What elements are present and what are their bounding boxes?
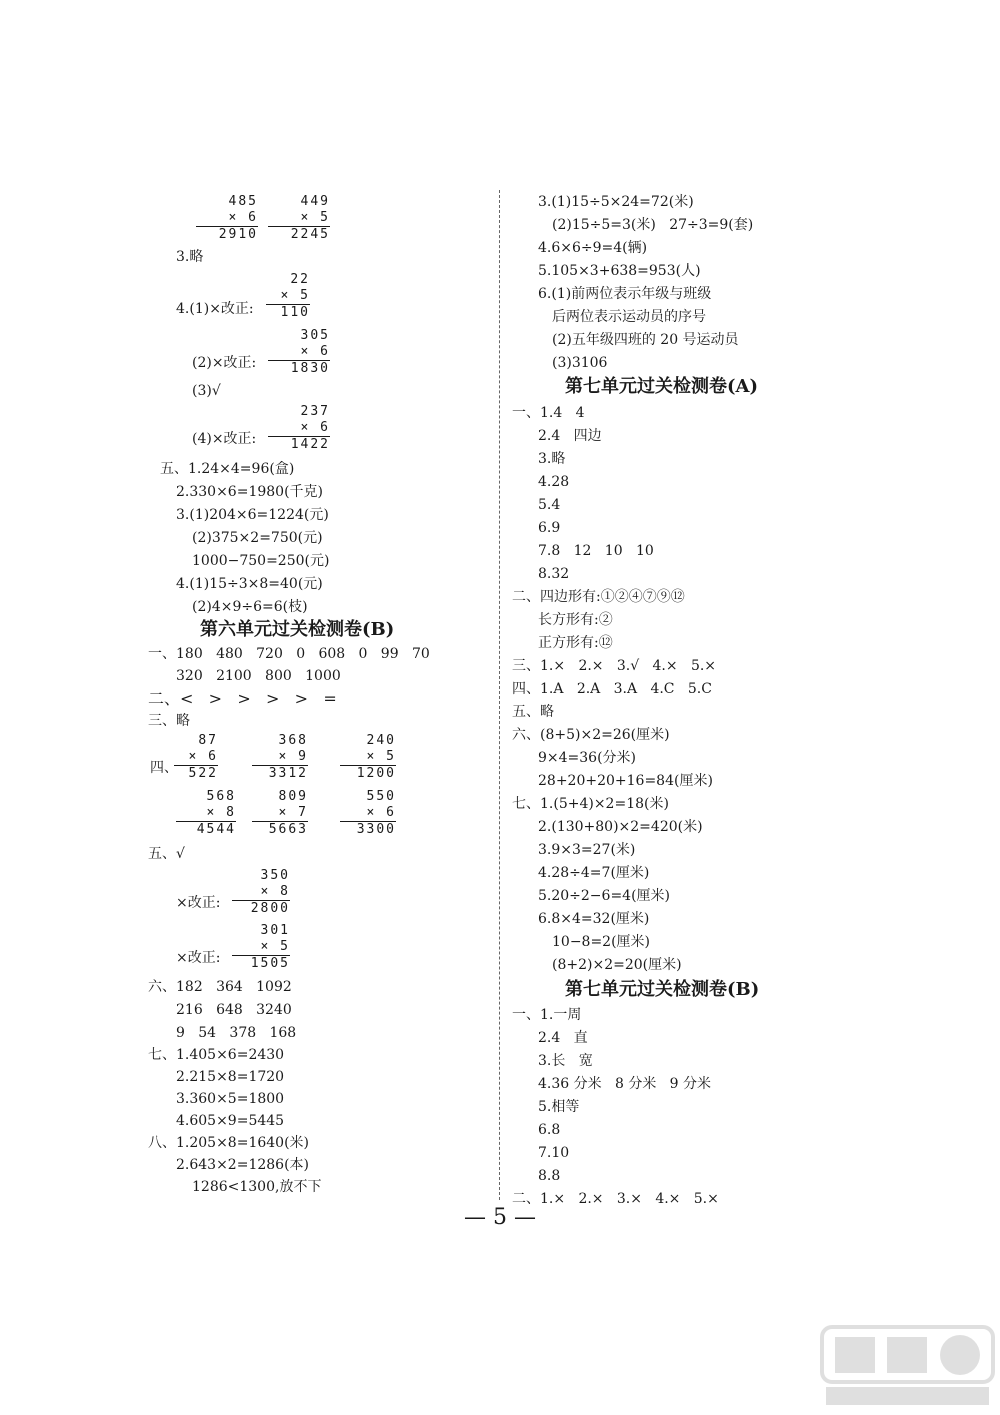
answer-line: 7.10 (538, 1145, 570, 1161)
section-heading-unit7-b: 第七单元过关检测卷(B) (565, 979, 760, 1000)
answer-line: 2.215×8=1720 (176, 1069, 285, 1085)
answer-line: (2)4×9÷6=6(枝) (192, 599, 308, 615)
answer-line: 6.8 (538, 1122, 561, 1138)
section-label-4: 四、 (150, 760, 178, 776)
answer-line: 4.36 分米 8 分米 9 分米 (538, 1076, 712, 1092)
answer-line: 28+20+20+16=84(厘米) (538, 773, 713, 789)
answer-line: 长方形有:② (538, 612, 613, 628)
answer-line: 3.(1)204×6=1224(元) (176, 507, 329, 523)
multiplication-22x5: 22 × 5 110 (266, 272, 310, 321)
correction-label: (2)×改正: (192, 355, 257, 371)
multiplication-449x5: 449 × 5 2245 (268, 194, 330, 243)
answer-line: (2)375×2=750(元) (192, 530, 323, 546)
answer-line: 二、四边形有:①②④⑦⑨⑫ (512, 589, 685, 605)
answer-line: 5.相等 (538, 1099, 580, 1115)
answer-line: 4.(1)15÷3×8=40(元) (176, 576, 323, 592)
answer-line: 2.330×6=1980(千克) (176, 484, 323, 500)
answer-line: 七、1.(5+4)×2=18(米) (512, 796, 669, 812)
answer-line: 六、182 364 1092 (148, 979, 292, 995)
answer-line: 6.(1)前两位表示年级与班级 (538, 286, 712, 302)
multiplication-568x8: 568 × 8 4544 (176, 789, 236, 838)
answer-line: 2.643×2=1286(本) (176, 1157, 309, 1173)
answer-line: 2.(130+80)×2=420(米) (538, 819, 703, 835)
answer-line: 320 2100 800 1000 (176, 668, 341, 684)
answer-line: 七、1.405×6=2430 (148, 1047, 285, 1063)
answer-line: 5.105×3+638=953(人) (538, 263, 701, 279)
answer-line: 3.9×3=27(米) (538, 842, 636, 858)
section-heading-unit6-b: 第六单元过关检测卷(B) (200, 619, 395, 640)
answer-line: 3.(1)15÷5×24=72(米) (538, 194, 694, 210)
answer-line: 1000−750=250(元) (192, 553, 330, 569)
answer-line: 2.4 直 (538, 1030, 588, 1046)
answer-line: 216 648 3240 (176, 1002, 292, 1018)
answer-line: 8.8 (538, 1168, 561, 1184)
answer-line: 一、1.一周 (512, 1007, 582, 1023)
answer-line: 二、1.× 2.× 3.× 4.× 5.× (512, 1191, 719, 1207)
answer-line: 6.8×4=32(厘米) (538, 911, 650, 927)
multiplication-240x5: 240 × 5 1200 (340, 733, 396, 782)
answer-line: 四、1.A 2.A 3.A 4.C 5.C (512, 681, 712, 697)
answer-line: 五、1.24×4=96(盒) (160, 461, 295, 477)
multiplication-809x7: 809 × 7 5663 (252, 789, 308, 838)
answer-line: 3.长 宽 (538, 1053, 593, 1069)
answer-line: 10−8=2(厘米) (552, 934, 651, 950)
answer-line: (3)√ (192, 383, 221, 399)
answer-line: 3.360×5=1800 (176, 1091, 285, 1107)
multiplication-485x6: 485 × 6 2910 (196, 194, 258, 243)
multiplication-350x8: 350 × 8 2800 (232, 868, 290, 917)
watermark-logo (820, 1325, 995, 1410)
answer-line: 三、1.× 2.× 3.√ 4.× 5.× (512, 658, 717, 674)
answer-line: (2)15÷5=3(米) 27÷3=9(套) (552, 217, 754, 233)
correction-label: ×改正: (176, 950, 221, 966)
multiplication-301x5: 301 × 5 1505 (232, 923, 290, 972)
column-divider (499, 190, 500, 1200)
answer-line: 2.4 四边 (538, 428, 602, 444)
answer-line: 8.32 (538, 566, 570, 582)
answer-line: 4.6×6÷9=4(辆) (538, 240, 648, 256)
answer-line: 3.略 (176, 249, 204, 265)
answer-line: 正方形有:⑫ (538, 635, 613, 651)
multiplication-368x9: 368 × 9 3312 (252, 733, 308, 782)
multiplication-305x6: 305 × 6 1830 (268, 328, 330, 377)
answer-line: 三、略 (148, 713, 190, 729)
answer-line: 五、√ (148, 846, 185, 862)
answer-line: 4.28 (538, 474, 570, 490)
answer-line: 八、1.205×8=1640(米) (148, 1135, 309, 1151)
multiplication-87x6: 87 × 6 522 (174, 733, 218, 782)
answer-line: 9×4=36(分米) (538, 750, 637, 766)
answer-line: 二、< > > > > = (148, 689, 337, 708)
answer-line: (2)五年级四班的 20 号运动员 (552, 332, 739, 348)
section-heading-unit7-a: 第七单元过关检测卷(A) (565, 376, 758, 397)
answer-line: 3.略 (538, 451, 566, 467)
answer-line: 5.4 (538, 497, 561, 513)
multiplication-550x6: 550 × 6 3300 (340, 789, 396, 838)
correction-label: (4)×改正: (192, 431, 257, 447)
answer-line: 1286<1300,放不下 (192, 1179, 322, 1195)
correction-label: ×改正: (176, 895, 221, 911)
answer-line: (3)3106 (552, 355, 608, 371)
answer-line: 5.20÷2−6=4(厘米) (538, 888, 671, 904)
answer-line: 7.8 12 10 10 (538, 543, 654, 559)
correction-label: 4.(1)×改正: (176, 301, 254, 317)
answer-line: 4.605×9=5445 (176, 1113, 285, 1129)
multiplication-237x6: 237 × 6 1422 (268, 404, 330, 453)
answer-line: 六、(8+5)×2=26(厘米) (512, 727, 670, 743)
answer-line: 一、1.4 4 (512, 405, 585, 421)
page-number: — 5 — (464, 1205, 536, 1230)
answer-line: 9 54 378 168 (176, 1025, 297, 1041)
answer-line: 4.28÷4=7(厘米) (538, 865, 650, 881)
answer-line: 6.9 (538, 520, 561, 536)
answer-line: 后两位表示运动员的序号 (552, 309, 706, 325)
answer-line: (8+2)×2=20(厘米) (552, 957, 682, 973)
answer-line: 一、180 480 720 0 608 0 99 70 (148, 646, 430, 662)
answer-line: 五、略 (512, 704, 554, 720)
